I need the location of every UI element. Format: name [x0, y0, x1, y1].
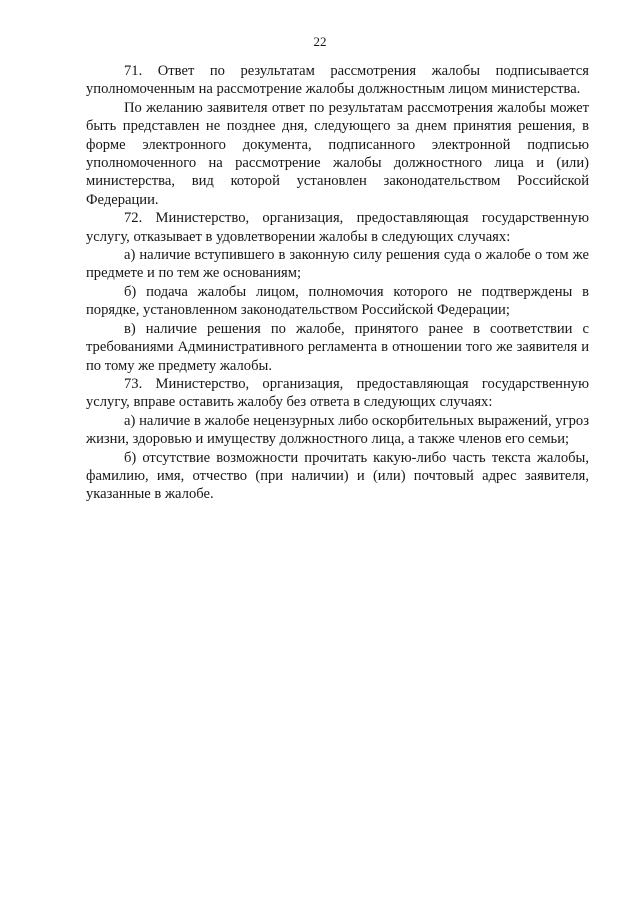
paragraph-72-item-b: б) подача жалобы лицом, полномочия которого не подтверждены в порядке, установленном законодательством Российской Федерации; — [86, 283, 589, 319]
paragraph-71: 71. Ответ по результатам рассмотрения жалобы подписывается уполномоченным на рассмотрение жалобы должностным лицом министерства. — [86, 63, 589, 98]
paragraph-73-item-a: а) наличие в жалобе нецензурных либо оскорбительных выражений, угроз жизни, здоровью и имуществу должностного лица, а также членов его семьи; — [86, 412, 589, 448]
paragraph-73-item-b: б) отсутствие возможности прочитать какую-либо часть текста жалобы, фамилию, имя, отчество (при наличии) и (или) почтовый адрес заявителя, указанные в жалобе. — [86, 449, 589, 503]
paragraph-72-item-v: в) наличие решения по жалобе, принятого ранее в соответствии с требованиями Административного регламента в отношении того же заявителя и по тому же предмету жалобы. — [86, 320, 589, 374]
page-number: 22 — [313, 34, 327, 49]
paragraph-72: 72. Министерство, организация, предоставляющая государственную услугу, отказывает в удовлетворении жалобы в следующих случаях: — [86, 210, 589, 245]
paragraph-71-electronic-response: По желанию заявителя ответ по результатам рассмотрения жалобы может быть представлен не позднее дня, следующего за днем принятия решения, в форме электронного документа, подписанного электронной подписью уполномоченного на рассмотрение жалобы должностного лица и (или) министерства, вид которой установлен законодательством Российской Федерации. — [86, 99, 589, 208]
paragraph-72-item-a: а) наличие вступившего в законную силу решения суда о жалобе о том же предмете и по тем же основаниям; — [86, 247, 589, 282]
document-body — [86, 62, 589, 504]
paragraph-73: 73. Министерство, организация, предоставляющая государственную услугу, вправе оставить жалобу без ответа в следующих случаях: — [86, 375, 589, 411]
